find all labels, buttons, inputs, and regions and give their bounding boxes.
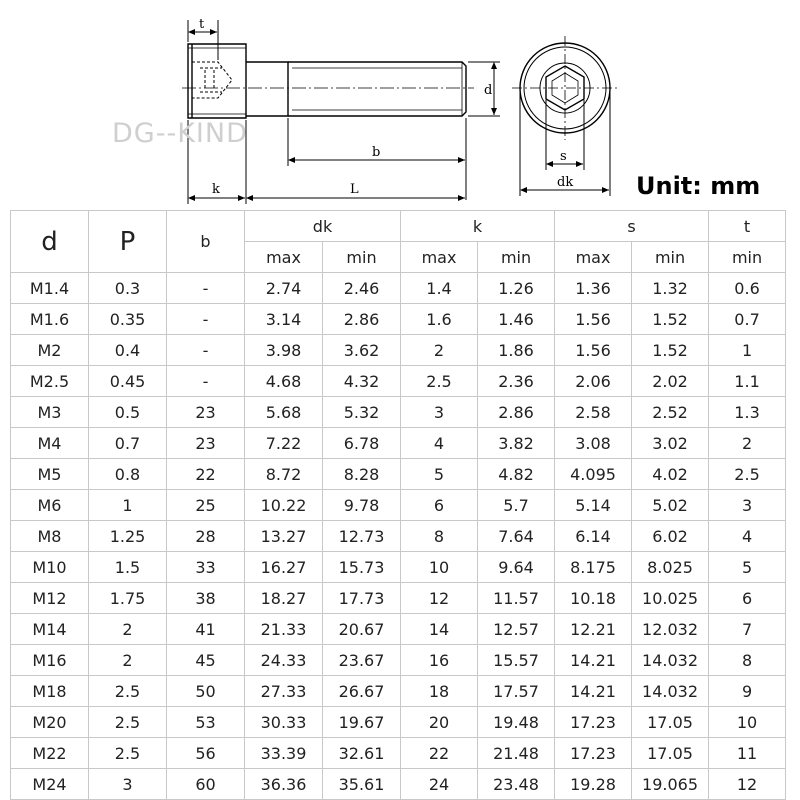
cell-k-max: 6 (401, 490, 478, 521)
cell-P: 2 (89, 645, 167, 676)
cell-dk-min: 23.67 (323, 645, 401, 676)
cell-k-max: 2 (401, 335, 478, 366)
cell-t-min: 3 (709, 490, 786, 521)
cell-d: M18 (11, 676, 89, 707)
screw-head (188, 44, 246, 118)
table-header (11, 211, 786, 273)
header-t: t (709, 211, 786, 242)
header-dk-min: min (323, 242, 401, 273)
cell-dk-max: 13.27 (245, 521, 323, 552)
cell-b: 50 (167, 676, 245, 707)
thread-lines (292, 68, 462, 110)
cell-dk-max: 7.22 (245, 428, 323, 459)
label-dk: dk (557, 175, 574, 190)
cell-d: M14 (11, 614, 89, 645)
cell-b: 41 (167, 614, 245, 645)
table-row (11, 521, 786, 552)
cell-b: - (167, 366, 245, 397)
cell-dk-max: 33.39 (245, 738, 323, 769)
cell-d: M10 (11, 552, 89, 583)
cell-t-min: 0.7 (709, 304, 786, 335)
cell-k-min: 23.48 (478, 769, 555, 800)
cell-b: - (167, 273, 245, 304)
cell-d: M20 (11, 707, 89, 738)
cell-s-max: 3.08 (555, 428, 632, 459)
cell-dk-max: 4.68 (245, 366, 323, 397)
cell-d: M8 (11, 521, 89, 552)
cell-b: 60 (167, 769, 245, 800)
header-P: P (89, 211, 167, 273)
cell-s-max: 17.23 (555, 707, 632, 738)
cell-s-max: 10.18 (555, 583, 632, 614)
table-row (11, 273, 786, 304)
cell-s-min: 17.05 (632, 707, 709, 738)
cell-k-min: 1.46 (478, 304, 555, 335)
cell-k-max: 1.6 (401, 304, 478, 335)
cell-P: 2.5 (89, 676, 167, 707)
cell-d: M6 (11, 490, 89, 521)
cell-s-min: 3.02 (632, 428, 709, 459)
cell-d: M5 (11, 459, 89, 490)
cell-k-min: 7.64 (478, 521, 555, 552)
cell-t-min: 6 (709, 583, 786, 614)
cell-t-min: 2 (709, 428, 786, 459)
header-d: d (11, 211, 89, 273)
cell-s-max: 2.58 (555, 397, 632, 428)
cell-dk-min: 17.73 (323, 583, 401, 614)
cell-P: 1.5 (89, 552, 167, 583)
cell-k-max: 16 (401, 645, 478, 676)
cell-k-max: 8 (401, 521, 478, 552)
screw-side-view (182, 44, 474, 118)
watermark: DG--KIND (112, 118, 248, 149)
table-row (11, 614, 786, 645)
cell-s-max: 19.28 (555, 769, 632, 800)
cell-t-min: 12 (709, 769, 786, 800)
cell-dk-max: 3.14 (245, 304, 323, 335)
cell-k-max: 2.5 (401, 366, 478, 397)
cell-s-max: 5.14 (555, 490, 632, 521)
cell-P: 0.5 (89, 397, 167, 428)
cell-s-min: 5.02 (632, 490, 709, 521)
cell-P: 2.5 (89, 707, 167, 738)
table-row (11, 707, 786, 738)
cell-b: 45 (167, 645, 245, 676)
cell-dk-min: 2.46 (323, 273, 401, 304)
hex-socket-hidden (192, 62, 232, 98)
header-s: s (555, 211, 709, 242)
cell-P: 2 (89, 614, 167, 645)
cell-dk-min: 6.78 (323, 428, 401, 459)
cell-b: 28 (167, 521, 245, 552)
cell-dk-min: 12.73 (323, 521, 401, 552)
cell-b: 23 (167, 428, 245, 459)
cell-t-min: 11 (709, 738, 786, 769)
label-k: k (212, 182, 220, 197)
cell-d: M22 (11, 738, 89, 769)
cell-P: 1.75 (89, 583, 167, 614)
cell-t-min: 1 (709, 335, 786, 366)
cell-k-max: 24 (401, 769, 478, 800)
cell-dk-min: 8.28 (323, 459, 401, 490)
screw-shank (246, 62, 288, 116)
cell-P: 2.5 (89, 738, 167, 769)
table-row (11, 335, 786, 366)
cell-b: - (167, 304, 245, 335)
cell-s-max: 8.175 (555, 552, 632, 583)
label-L: L (350, 182, 359, 197)
cell-k-min: 3.82 (478, 428, 555, 459)
cell-b: 25 (167, 490, 245, 521)
socket-circle (540, 63, 590, 113)
cell-dk-min: 5.32 (323, 397, 401, 428)
table-row (11, 583, 786, 614)
cell-t-min: 1.1 (709, 366, 786, 397)
cell-k-min: 15.57 (478, 645, 555, 676)
header-dk: dk (245, 211, 401, 242)
cell-dk-max: 3.98 (245, 335, 323, 366)
cell-d: M12 (11, 583, 89, 614)
cell-b: - (167, 335, 245, 366)
cell-b: 33 (167, 552, 245, 583)
cell-dk-min: 3.62 (323, 335, 401, 366)
cell-P: 0.3 (89, 273, 167, 304)
cell-P: 3 (89, 769, 167, 800)
table-row (11, 304, 786, 335)
cell-dk-min: 2.86 (323, 304, 401, 335)
cell-dk-max: 21.33 (245, 614, 323, 645)
thread-section (288, 62, 466, 116)
table-row (11, 366, 786, 397)
cell-s-max: 17.23 (555, 738, 632, 769)
cell-k-min: 9.64 (478, 552, 555, 583)
cell-k-max: 5 (401, 459, 478, 490)
cell-dk-max: 5.68 (245, 397, 323, 428)
cell-k-min: 11.57 (478, 583, 555, 614)
cell-P: 0.7 (89, 428, 167, 459)
label-d: d (484, 83, 493, 98)
cell-k-min: 1.26 (478, 273, 555, 304)
cell-dk-max: 27.33 (245, 676, 323, 707)
cell-s-max: 14.21 (555, 645, 632, 676)
header-k-max: max (401, 242, 478, 273)
cell-d: M2.5 (11, 366, 89, 397)
header-k-min: min (478, 242, 555, 273)
cell-t-min: 10 (709, 707, 786, 738)
table-row (11, 397, 786, 428)
cell-P: 0.45 (89, 366, 167, 397)
cell-dk-max: 2.74 (245, 273, 323, 304)
cell-k-max: 12 (401, 583, 478, 614)
cell-t-min: 8 (709, 645, 786, 676)
cell-d: M1.6 (11, 304, 89, 335)
cell-k-max: 10 (401, 552, 478, 583)
cell-t-min: 4 (709, 521, 786, 552)
cell-d: M16 (11, 645, 89, 676)
cell-s-min: 8.025 (632, 552, 709, 583)
cell-P: 0.4 (89, 335, 167, 366)
end-view-centerlines (512, 36, 618, 140)
screw-end-view (512, 36, 618, 140)
cell-b: 23 (167, 397, 245, 428)
cell-k-min: 2.86 (478, 397, 555, 428)
cell-s-max: 6.14 (555, 521, 632, 552)
header-dk-max: max (245, 242, 323, 273)
cell-d: M4 (11, 428, 89, 459)
cell-d: M2 (11, 335, 89, 366)
label-b: b (372, 145, 381, 160)
cell-k-min: 21.48 (478, 738, 555, 769)
cell-k-min: 4.82 (478, 459, 555, 490)
cell-d: M1.4 (11, 273, 89, 304)
table-row (11, 490, 786, 521)
cell-dk-min: 15.73 (323, 552, 401, 583)
cell-t-min: 1.3 (709, 397, 786, 428)
cell-dk-min: 32.61 (323, 738, 401, 769)
header-s-max: max (555, 242, 632, 273)
cell-b: 56 (167, 738, 245, 769)
cell-P: 0.35 (89, 304, 167, 335)
cell-k-min: 1.86 (478, 335, 555, 366)
cell-s-min: 12.032 (632, 614, 709, 645)
cell-s-min: 2.02 (632, 366, 709, 397)
cell-t-min: 7 (709, 614, 786, 645)
cell-s-min: 2.52 (632, 397, 709, 428)
cell-k-max: 22 (401, 738, 478, 769)
cell-s-min: 10.025 (632, 583, 709, 614)
cell-dk-max: 18.27 (245, 583, 323, 614)
cell-s-min: 1.52 (632, 304, 709, 335)
cell-s-max: 14.21 (555, 676, 632, 707)
cell-s-min: 19.065 (632, 769, 709, 800)
header-s-min: min (632, 242, 709, 273)
header-b: b (167, 211, 245, 273)
cell-dk-min: 4.32 (323, 366, 401, 397)
header-k: k (401, 211, 555, 242)
table-row (11, 769, 786, 800)
cell-k-max: 3 (401, 397, 478, 428)
cell-b: 53 (167, 707, 245, 738)
cell-s-min: 6.02 (632, 521, 709, 552)
cell-dk-max: 36.36 (245, 769, 323, 800)
cell-b: 22 (167, 459, 245, 490)
cell-k-min: 19.48 (478, 707, 555, 738)
cell-k-max: 4 (401, 428, 478, 459)
cell-k-max: 14 (401, 614, 478, 645)
screw-spec-table (10, 210, 786, 800)
table-row (11, 645, 786, 676)
cell-k-max: 18 (401, 676, 478, 707)
cell-dk-max: 30.33 (245, 707, 323, 738)
cell-dk-min: 19.67 (323, 707, 401, 738)
cell-t-min: 5 (709, 552, 786, 583)
cell-s-max: 12.21 (555, 614, 632, 645)
cell-dk-max: 16.27 (245, 552, 323, 583)
cell-s-min: 14.032 (632, 676, 709, 707)
table-body (11, 273, 786, 800)
cell-b: 38 (167, 583, 245, 614)
cell-k-min: 5.7 (478, 490, 555, 521)
table-row (11, 428, 786, 459)
cell-s-max: 1.56 (555, 335, 632, 366)
header-t-min: min (709, 242, 786, 273)
cell-s-min: 14.032 (632, 645, 709, 676)
cell-dk-max: 10.22 (245, 490, 323, 521)
table-row (11, 676, 786, 707)
cell-dk-min: 20.67 (323, 614, 401, 645)
cell-s-min: 17.05 (632, 738, 709, 769)
cell-t-min: 9 (709, 676, 786, 707)
cell-d: M3 (11, 397, 89, 428)
cell-k-max: 20 (401, 707, 478, 738)
cell-s-min: 4.02 (632, 459, 709, 490)
cell-P: 1.25 (89, 521, 167, 552)
cell-s-min: 1.52 (632, 335, 709, 366)
cell-P: 1 (89, 490, 167, 521)
cell-s-max: 2.06 (555, 366, 632, 397)
cell-d: M24 (11, 769, 89, 800)
cell-dk-min: 35.61 (323, 769, 401, 800)
label-s: s (560, 149, 567, 164)
table-row (11, 738, 786, 769)
cell-k-min: 17.57 (478, 676, 555, 707)
table-row (11, 552, 786, 583)
cell-t-min: 0.6 (709, 273, 786, 304)
cell-k-max: 1.4 (401, 273, 478, 304)
cell-k-min: 2.36 (478, 366, 555, 397)
unit-label: Unit: mm (636, 172, 761, 200)
cell-s-max: 4.095 (555, 459, 632, 490)
cell-t-min: 2.5 (709, 459, 786, 490)
cell-P: 0.8 (89, 459, 167, 490)
cell-s-max: 1.56 (555, 304, 632, 335)
cell-s-min: 1.32 (632, 273, 709, 304)
cell-dk-min: 9.78 (323, 490, 401, 521)
cell-dk-min: 26.67 (323, 676, 401, 707)
cell-s-max: 1.36 (555, 273, 632, 304)
label-t: t (199, 17, 205, 32)
cell-k-min: 12.57 (478, 614, 555, 645)
cell-dk-max: 24.33 (245, 645, 323, 676)
cell-dk-max: 8.72 (245, 459, 323, 490)
table-row (11, 459, 786, 490)
